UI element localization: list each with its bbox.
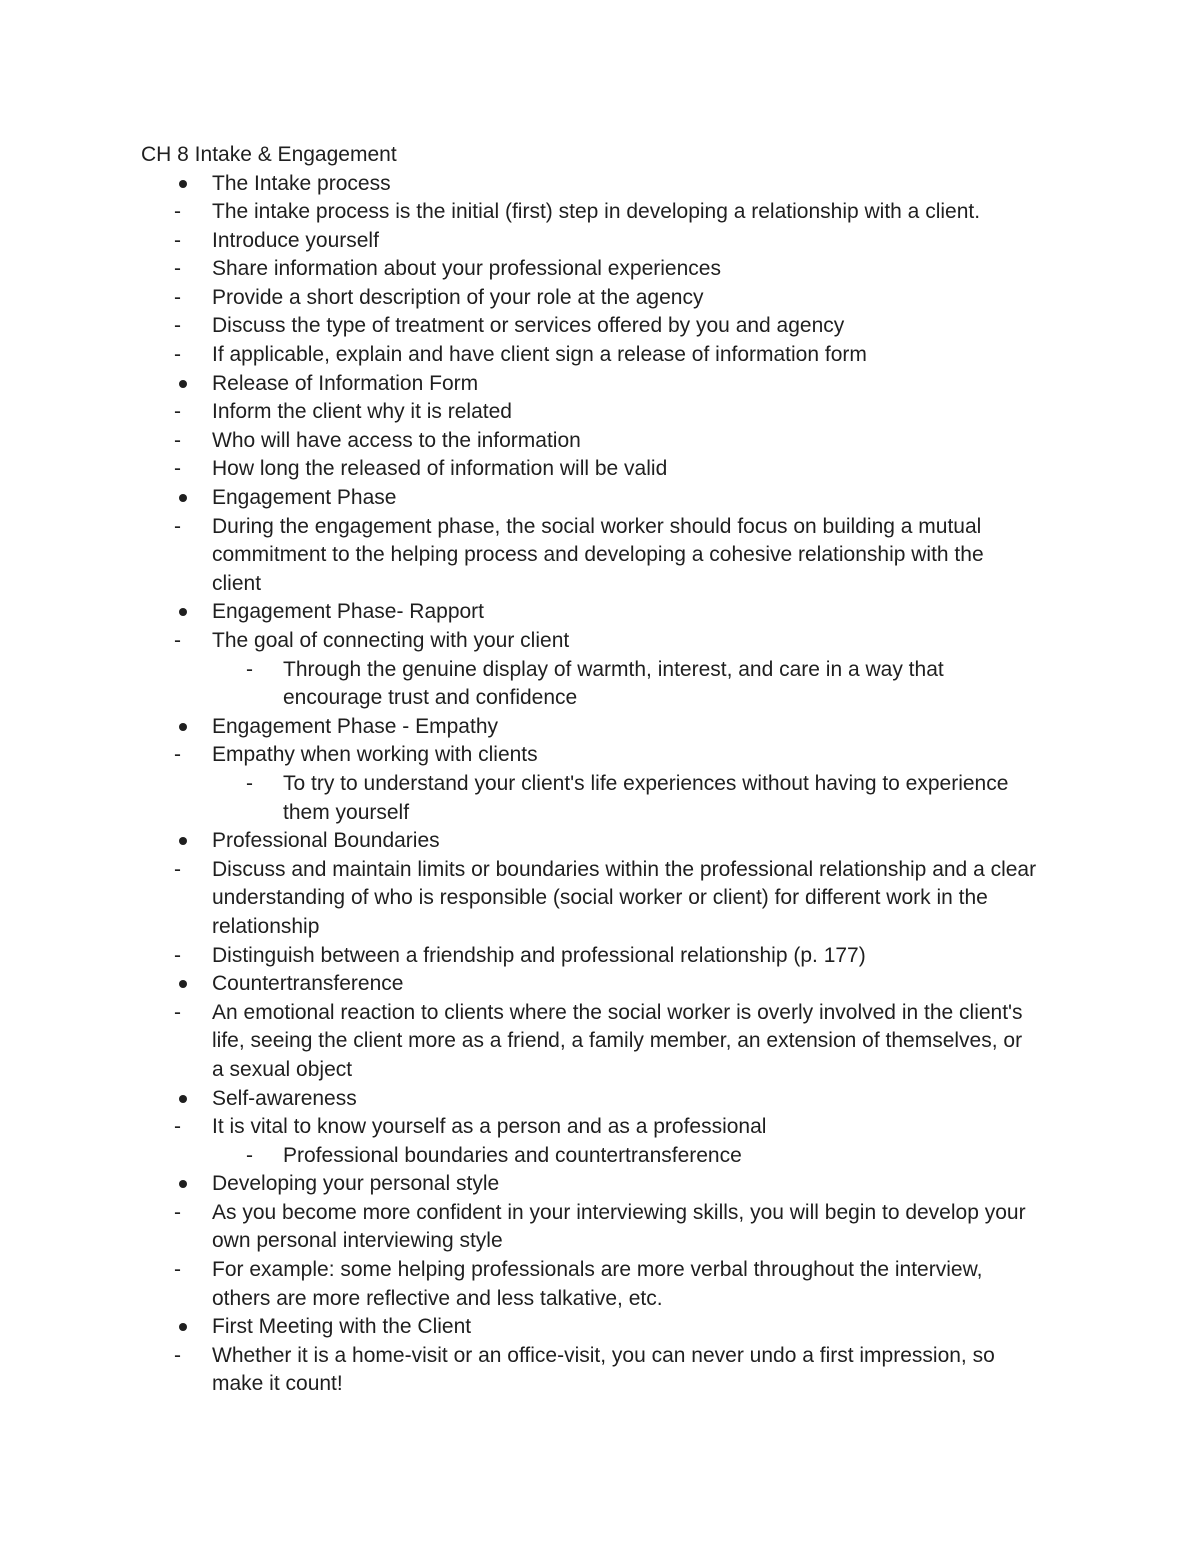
list-item-text: It is vital to know yourself as a person and as a professional: [212, 1115, 767, 1139]
list-item-line: [0, 1113, 1200, 1142]
section-heading-line: [0, 1085, 1200, 1114]
list-item-line: [0, 427, 1200, 456]
list-item-text: Through the genuine display of warmth, interest, and care in a way that: [283, 657, 944, 681]
list-item-line: [0, 999, 1200, 1028]
list-item-line: [0, 1285, 1200, 1314]
section-heading-line: [0, 970, 1200, 999]
list-item-text: own personal interviewing style: [212, 1229, 503, 1253]
bullet-dot-icon: [179, 837, 187, 845]
list-item-line: [0, 513, 1200, 542]
list-item-line: [0, 770, 1200, 799]
list-item-text: Engagement Phase - Empathy: [212, 714, 499, 738]
dash-marker-icon: -: [174, 257, 181, 281]
list-item-text: life, seeing the client more as a friend, a family member, an extension of themselves, or: [212, 1029, 1023, 1053]
list-item-text: Inform the client why it is related: [212, 400, 512, 424]
dash-marker-icon: -: [174, 200, 181, 224]
list-item-line: [0, 942, 1200, 971]
dash-marker-icon: -: [174, 743, 181, 767]
list-item-text: If applicable, explain and have client sign a release of information form: [212, 343, 867, 367]
list-item-line: [0, 255, 1200, 284]
list-item-text: Self-awareness: [212, 1086, 357, 1110]
dash-marker-icon: -: [246, 657, 253, 681]
bullet-dot-icon: [179, 380, 187, 388]
list-item-line: [0, 198, 1200, 227]
list-item-text: To try to understand your client's life experiences without having to experience: [283, 771, 1009, 795]
list-item-text: Who will have access to the information: [212, 428, 581, 452]
dash-marker-icon: -: [174, 285, 181, 309]
list-item-line: [0, 1027, 1200, 1056]
dash-marker-icon: -: [246, 1143, 253, 1167]
list-item-line: [0, 627, 1200, 656]
list-item-line: [0, 913, 1200, 942]
list-item-line: [0, 1142, 1200, 1171]
dash-marker-icon: -: [174, 943, 181, 967]
dash-marker-icon: -: [174, 1115, 181, 1139]
list-item-text: them yourself: [283, 800, 410, 824]
list-item-line: [0, 1056, 1200, 1085]
list-item-line: [0, 884, 1200, 913]
list-item-text: The Intake process: [212, 171, 391, 195]
list-item-text: commitment to the helping process and developing a cohesive relationship with the: [212, 543, 984, 567]
list-item-text: How long the released of information will be valid: [212, 457, 668, 481]
list-item-text: Introduce yourself: [212, 228, 379, 252]
dash-marker-icon: -: [174, 314, 181, 338]
list-item-line: [0, 227, 1200, 256]
section-heading-line: [0, 484, 1200, 513]
list-item-text: a sexual object: [212, 1057, 353, 1081]
list-item-text: Release of Information Form: [212, 371, 479, 395]
dash-marker-icon: -: [174, 857, 181, 881]
bullet-dot-icon: [179, 608, 187, 616]
list-item-line: [0, 1256, 1200, 1285]
list-item-text: During the engagement phase, the social worker should focus on building a mutual: [212, 514, 982, 538]
list-item-line: [0, 1370, 1200, 1399]
list-item-text: Provide a short description of your role at the agency: [212, 285, 704, 309]
list-item-text: make it count!: [212, 1372, 343, 1396]
list-item-text: Share information about your professional experiences: [212, 257, 721, 281]
list-item-text: Engagement Phase- Rapport: [212, 600, 485, 624]
list-item-text: client: [212, 571, 262, 595]
list-item-text: Professional boundaries and countertransference: [283, 1143, 742, 1167]
dash-marker-icon: -: [174, 400, 181, 424]
dash-marker-icon: -: [174, 1000, 181, 1024]
dash-marker-icon: -: [174, 1343, 181, 1367]
dash-marker-icon: -: [174, 629, 181, 652]
list-item-line: [0, 341, 1200, 370]
dash-marker-icon: -: [174, 1258, 181, 1282]
list-item-line: [0, 312, 1200, 341]
list-item-line: [0, 398, 1200, 427]
dash-marker-icon: -: [174, 457, 181, 481]
list-item-text: understanding of who is responsible (social worker or client) for different work in the: [212, 886, 988, 910]
section-heading-line: [0, 1313, 1200, 1342]
list-item-line: [0, 1227, 1200, 1256]
list-item-text: Developing your personal style: [212, 1172, 500, 1196]
list-item-text: Empathy when working with clients: [212, 743, 538, 767]
list-item-line: [0, 541, 1200, 570]
list-item-text: others are more reflective and less talkative, etc.: [212, 1286, 663, 1310]
bullet-dot-icon: [179, 180, 187, 188]
outline-list: [0, 170, 1200, 1400]
dash-marker-icon: -: [174, 343, 181, 367]
list-item-text: First Meeting with the Client: [212, 1315, 472, 1339]
bullet-dot-icon: [179, 723, 187, 731]
bullet-dot-icon: [179, 1095, 187, 1103]
list-item-text: As you become more confident in your interviewing skills, you will begin to develop your: [212, 1200, 1026, 1224]
list-item-line: [0, 799, 1200, 828]
section-heading-line: [0, 827, 1200, 856]
list-item-text: The goal of connecting with your client: [212, 629, 570, 652]
list-item-text: Professional Boundaries: [212, 829, 440, 853]
list-item-text: Engagement Phase: [212, 486, 397, 510]
section-heading-line: [0, 598, 1200, 627]
list-item-text: encourage trust and confidence: [283, 686, 578, 710]
list-item-text: Whether it is a home-visit or an office-visit, you can never undo a first impression, so: [212, 1343, 995, 1367]
list-item-text: The intake process is the initial (first) step in developing a relationship with a client.: [212, 200, 981, 224]
bullet-dot-icon: [179, 494, 187, 502]
list-item-line: [0, 684, 1200, 713]
list-item-text: Discuss and maintain limits or boundaries within the professional relationship and a clear: [212, 857, 1037, 881]
document-title: CH 8 Intake & Engagement: [141, 143, 397, 166]
section-heading-line: [0, 1170, 1200, 1199]
list-item-text: relationship: [212, 914, 320, 938]
list-item-line: [0, 455, 1200, 484]
dash-marker-icon: -: [174, 1200, 181, 1224]
section-heading-line: [0, 170, 1200, 199]
list-item-text: Distinguish between a friendship and professional relationship (p. 177): [212, 943, 866, 967]
list-item-text: Countertransference: [212, 972, 404, 996]
dash-marker-icon: -: [246, 771, 253, 795]
bullet-dot-icon: [179, 1180, 187, 1188]
list-item-line: [0, 570, 1200, 599]
dash-marker-icon: -: [174, 514, 181, 538]
section-heading-line: [0, 370, 1200, 399]
bullet-dot-icon: [179, 980, 187, 988]
dash-marker-icon: -: [174, 428, 181, 452]
bullet-dot-icon: [179, 1323, 187, 1331]
list-item-line: [0, 856, 1200, 885]
section-heading-line: [0, 713, 1200, 742]
list-item-line: [0, 741, 1200, 770]
list-item-line: [0, 1199, 1200, 1228]
list-item-text: Discuss the type of treatment or services offered by you and agency: [212, 314, 845, 338]
list-item-line: [0, 1342, 1200, 1371]
list-item-text: An emotional reaction to clients where the social worker is overly involved in the client's: [212, 1000, 1023, 1024]
dash-marker-icon: -: [174, 228, 181, 252]
list-item-text: For example: some helping professionals are more verbal throughout the interview,: [212, 1258, 983, 1282]
list-item-line: [0, 656, 1200, 685]
list-item-line: [0, 284, 1200, 313]
